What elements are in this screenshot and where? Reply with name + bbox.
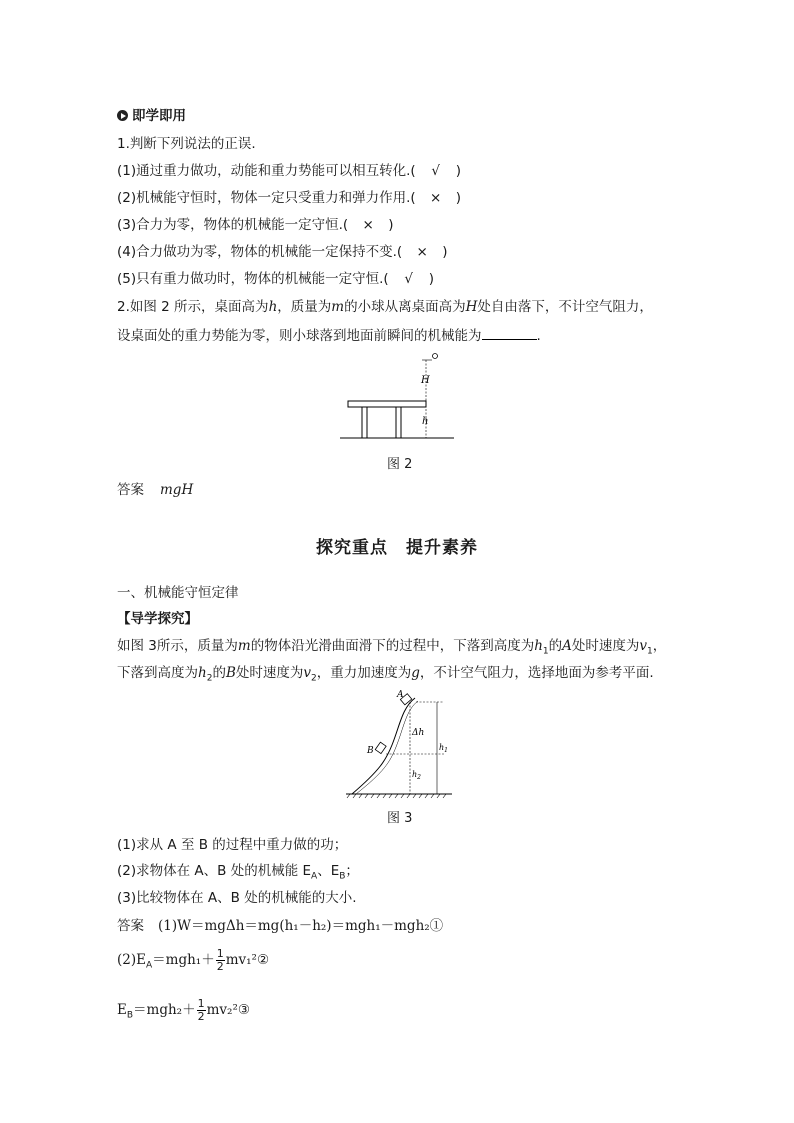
q2-line-1: 2.如图 2 所示，桌面高为h，质量为m的小球从离桌面高为H处自由落下，不计空气阻力， [117, 299, 653, 315]
q1-title: 1.判断下列说法的正误. [117, 136, 256, 152]
figure-2-table [338, 348, 458, 443]
question-3: (3)比较物体在 A、B 处的机械能的大小. [117, 890, 357, 906]
fig2-label-H: H [421, 375, 430, 386]
fraction-half-2: $\frac{1}{2}$ [197, 996, 205, 1023]
fig3-label-B: B [367, 746, 374, 756]
q1-item-5: (5)只有重力做功时，物体的机械能一定守恒.( √ ) [117, 271, 434, 287]
intro-line-1: 如图 3所示，质量为m的物体沿光滑曲面滑下的过程中，下落到高度为$h_1$的A处时速度为$v_1$， [117, 638, 667, 657]
fig3-label-A: A [397, 690, 404, 700]
section-head: 即学即用 [117, 106, 186, 126]
figure-3-curved-slope [340, 690, 460, 800]
fraction-half: $\frac{1}{2}$ [216, 946, 224, 973]
question-2: (2)求物体在 A、B 处的机械能 $E_A$、$E_B$； [117, 863, 359, 882]
fig3-label-h1: $h_1$ [439, 743, 448, 754]
q1-item-3: (3)合力为零，物体的机械能一定守恒.( × ) [117, 217, 394, 233]
answer-blank [482, 325, 537, 340]
answer-2: 答案 mgH [117, 482, 194, 498]
answer-3-line-2: $(2)E_A=mgh_1+$ $\frac{1}{2}$ mv₁²② [117, 946, 270, 973]
q1-item-1: (1)通过重力做功，动能和重力势能可以相互转化.( √ ) [117, 163, 461, 179]
q2-line-2: 设桌面处的重力势能为零，则小球落到地面前瞬间的机械能为 . [117, 325, 541, 346]
question-1: (1)求从 A 至 B 的过程中重力做的功； [117, 837, 348, 853]
guide-label: 【导学探究】 [117, 611, 198, 627]
main-heading: 探究重点 提升素养 [316, 538, 478, 558]
subsection-title: 一、机械能守恒定律 [117, 585, 239, 601]
fig3-caption: 图 3 [387, 811, 413, 826]
fig2-caption: 图 2 [387, 457, 413, 472]
q1-item-4: (4)合力做功为零，物体的机械能一定保持不变.( × ) [117, 244, 448, 260]
answer-3-line-1: 答案 (1)W＝mgΔh＝mg(h₁－h₂)＝mgh₁－mgh₂① [117, 918, 444, 934]
fig3-label-h2: $h_2$ [412, 770, 421, 781]
play-circle-icon [117, 110, 128, 121]
q1-item-2: (2)机械能守恒时，物体一定只受重力和弹力作用.( × ) [117, 190, 461, 206]
answer-3-line-3: $E_B=mgh_2+$ $\frac{1}{2}$ mv₂²③ [117, 996, 250, 1023]
intro-line-2: 下落到高度为$h_2$的B处时速度为$v_2$，重力加速度为g，不计空气阻力，选择地面为参考平面. [117, 665, 654, 684]
fig2-label-h: h [422, 416, 429, 427]
fig3-label-dh: Δh [412, 728, 425, 738]
